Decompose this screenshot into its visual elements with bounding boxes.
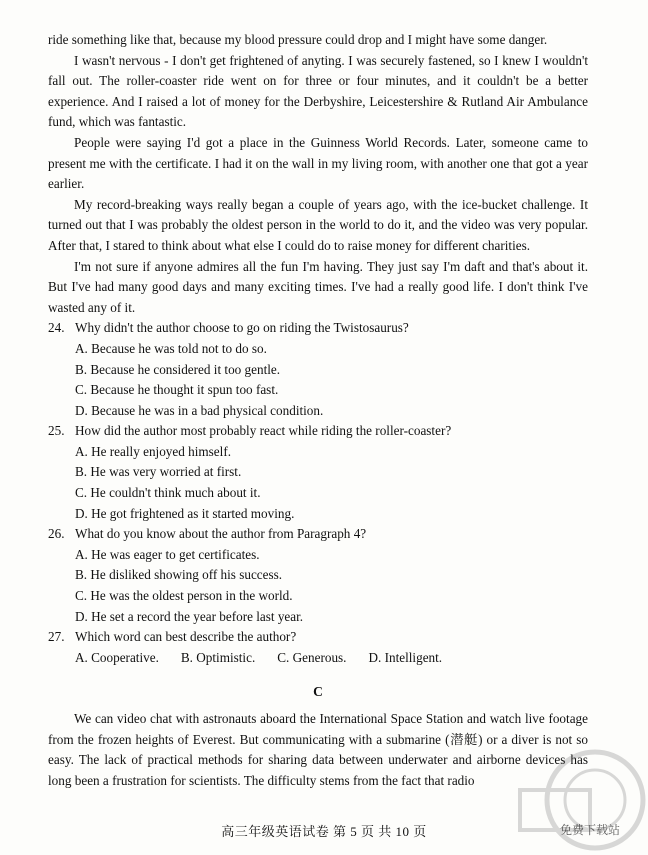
question-number: 27. <box>48 629 65 645</box>
question-stem: What do you know about the author from Paragraph 4? <box>75 526 367 542</box>
page-footer: 高三年级英语试卷 第 5 页 共 10 页 <box>221 824 427 839</box>
option-b[interactable]: B. Because he considered it too gentle. <box>75 361 281 377</box>
question-number: 25. <box>48 423 65 439</box>
option-b[interactable]: B. Optimistic. <box>180 649 256 665</box>
option-b[interactable]: B. He was very worried at first. <box>75 464 242 480</box>
option-b[interactable]: B. He disliked showing off his success. <box>75 567 283 583</box>
question-number: 26. <box>48 526 65 542</box>
option-c[interactable]: C. He was the oldest person in the world. <box>75 588 293 604</box>
question-25 <box>48 421 588 524</box>
option-d[interactable]: D. Intelligent. <box>368 649 443 665</box>
option-c[interactable]: C. Because he thought it spun too fast. <box>75 382 279 398</box>
inline-options <box>48 648 588 669</box>
option-c[interactable]: C. He couldn't think much about it. <box>75 485 261 501</box>
option-c[interactable]: C. Generous. <box>277 649 347 665</box>
paragraph-3: People were saying I'd got a place in the Guinness World Records. Later, someone came to present me with the certificate. I had it on the wall in my living room, with another one that got a year earlier. <box>48 134 588 192</box>
option-d[interactable]: D. He set a record the year before last year. <box>75 608 304 624</box>
option-a[interactable]: A. He really enjoyed himself. <box>75 443 232 459</box>
section-c-paragraph: We can video chat with astronauts aboard the International Space Station and watch live footage from the frozen heights of Everest. But communicating with a submarine (潜艇) or a diver is not so easy. The lack of practical methods for sharing data between underwater and airborne devices has long been a frustration for scientists. The difficulty stems from the fact that radio <box>48 711 588 788</box>
passage-body <box>48 30 588 791</box>
option-a[interactable]: A. He was eager to get certificates. <box>75 546 260 562</box>
question-24 <box>48 318 588 421</box>
question-26 <box>48 524 588 627</box>
option-d[interactable]: D. He got frightened as it started moving. <box>75 505 295 521</box>
question-stem: Why didn't the author choose to go on riding the Twistosaurus? <box>75 320 409 336</box>
section-heading: C <box>313 684 323 700</box>
option-a[interactable]: A. Cooperative. <box>75 649 159 665</box>
option-a[interactable]: A. Because he was told not to do so. <box>75 340 267 356</box>
watermark-text: 免费下载站 <box>560 823 621 837</box>
paragraph-2: I wasn't nervous - I don't get frightened of anyting. I was securely fastened, so I knew I wouldn't fall out. The roller-coaster ride went on for three or four minutes, and it couldn't be a better experience. And I raised a lot of money for the Derbyshire, Leicestershire & Rutland Air Ambulance fund, which was fantastic. <box>48 52 588 130</box>
question-27 <box>48 627 588 668</box>
question-stem: Which word can best describe the author? <box>75 629 297 645</box>
question-number: 24. <box>48 320 65 336</box>
question-stem: How did the author most probably react while riding the roller-coaster? <box>75 423 452 439</box>
paragraph-4: My record-breaking ways really began a couple of years ago, with the ice-bucket challenge. It turned out that I was probably the oldest person in the world to do it, and the video was very popular. After that, I stared to think about what else I could do to raise money for different charities. <box>48 196 588 253</box>
paragraph-continued: ride something like that, because my blood pressure could drop and I might have some danger. <box>48 32 548 47</box>
paragraph-5: I'm not sure if anyone admires all the fun I'm having. They just say I'm daft and that's about it. But I've had many good days and many exciting times. I've had a really good life. I don't think I've wasted any of it. <box>48 258 588 315</box>
option-d[interactable]: D. Because he was in a bad physical condition. <box>75 402 324 418</box>
